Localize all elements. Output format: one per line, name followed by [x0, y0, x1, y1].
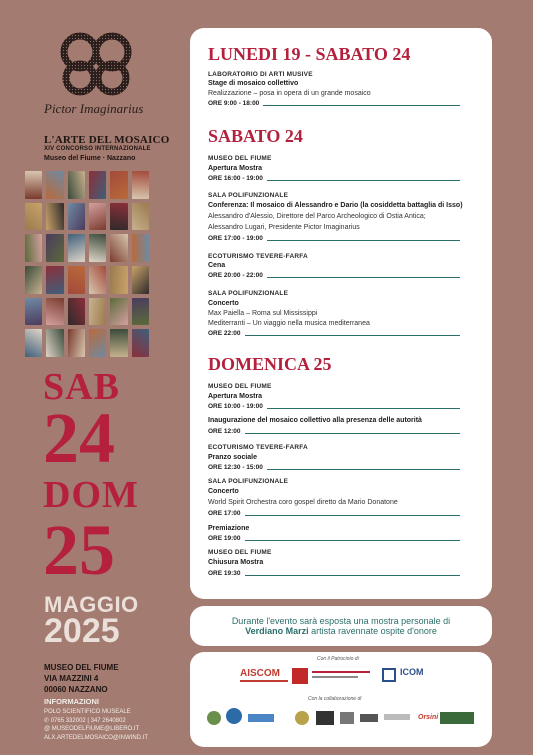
- mosaic-thumbnail: [68, 171, 85, 199]
- event-desc: World Spirit Orchestra coro gospel diretto da Mario Donatone: [208, 499, 398, 506]
- artist-name: Verdiano Marzi: [245, 626, 309, 636]
- mosaic-thumbnail: [68, 203, 85, 231]
- event-title: Conferenza: Il mosaico di Alessandro e Dario (la cosiddetta battaglia di Isso): [208, 202, 463, 209]
- venue-line: 00060 NAZZANO: [44, 685, 108, 694]
- event-time: ORE 9:00 - 18:00: [208, 100, 460, 107]
- mosaic-thumbnail: [132, 266, 149, 294]
- mosaic-thumbnail: [25, 234, 42, 262]
- event-desc: Mediterranti – Un viaggio nella musica mediterranea: [208, 320, 370, 327]
- at-icon: @: [44, 726, 52, 732]
- program-card: [190, 28, 492, 599]
- date-day1: SAB: [43, 366, 120, 408]
- mosaic-thumbnail: [110, 234, 127, 262]
- mosaic-knot-logo: [44, 28, 148, 100]
- event-title: Stage di mosaico collettivo: [208, 80, 299, 87]
- mosaic-thumbnail: [89, 203, 106, 231]
- date-num2: 25: [43, 510, 115, 590]
- event-location: MUSEO DEL FIUME: [208, 383, 272, 390]
- mosaic-thumbnail: [132, 298, 149, 326]
- phone-icon: ✆: [44, 717, 51, 724]
- event-desc: Alessandro d'Alessio, Direttore del Parco Archeologico di Ostia Antica;: [208, 213, 426, 220]
- event-title: Apertura Mostra: [208, 165, 263, 172]
- info-block: [44, 708, 148, 742]
- day-heading-3: DOMENICA 25: [208, 354, 332, 374]
- event-title: Pranzo sociale: [208, 454, 258, 461]
- event-place: Museo del Fiume · Nazzano: [44, 155, 136, 162]
- mosaic-thumbnail: [25, 171, 42, 199]
- mosaic-thumbnail: [46, 329, 63, 357]
- patrocinio-label: Con il Patrocinio di: [317, 656, 359, 662]
- day-heading-2: SABATO 24: [208, 126, 303, 146]
- mosaic-thumbnail: [89, 329, 106, 357]
- aiscom-underline: [240, 680, 288, 684]
- mosaic-thumbnail: [46, 266, 63, 294]
- event-desc: Max Paiella – Roma sul Mississippi: [208, 310, 318, 317]
- mosaic-thumbnail: [132, 234, 149, 262]
- mosaic-thumbnail-grid: [25, 171, 149, 357]
- brand-name: Pictor Imaginarius: [44, 101, 144, 116]
- event-location: LABORATORIO DI ARTI MUSIVE: [208, 71, 313, 78]
- event-title: Inaugurazione del mosaico collettivo alla presenza delle autorità: [208, 417, 422, 424]
- orsini-logo: Orsini: [418, 714, 439, 721]
- riserva-naturale-logo: [292, 666, 372, 688]
- mosaic-thumbnail: [110, 171, 127, 199]
- event-location: SALA POLIFUNZIONALE: [208, 478, 289, 485]
- mosaic-thumbnail: [110, 298, 127, 326]
- info-heading: INFORMAZIONI: [44, 697, 99, 706]
- icom-emblem-icon: [382, 668, 396, 682]
- event-location: SALA POLIFUNZIONALE: [208, 192, 289, 199]
- event-location: MUSEO DEL FIUME: [208, 549, 272, 556]
- mosaic-thumbnail: [110, 203, 127, 231]
- mosaic-thumbnail: [132, 203, 149, 231]
- info-phone: 0765 332002 | 347 2640802: [50, 717, 126, 724]
- mosaic-thumbnail: [132, 171, 149, 199]
- mosaic-thumbnail: [46, 171, 63, 199]
- date-year: 2025: [44, 612, 120, 650]
- icom-logo: ICOM: [400, 667, 424, 677]
- event-title: L'ARTE DEL MOSAICO: [44, 134, 170, 146]
- mosaic-thumbnail: [110, 329, 127, 357]
- partners-card: [190, 652, 492, 747]
- date-num1: 24: [43, 398, 115, 478]
- mosaic-thumbnail: [68, 234, 85, 262]
- mosaic-thumbnail: [89, 266, 106, 294]
- date-day2: DOM: [43, 474, 139, 516]
- day-heading-1: LUNEDI 19 - SABATO 24: [208, 44, 411, 64]
- mosaic-thumbnail: [46, 234, 63, 262]
- event-title: Concerto: [208, 300, 239, 307]
- mosaic-thumbnail: [68, 266, 85, 294]
- event-time: ORE 17:00: [208, 510, 460, 517]
- mosaic-thumbnail: [46, 298, 63, 326]
- event-title: Apertura Mostra: [208, 393, 263, 400]
- event-time: ORE 12:30 - 15:00: [208, 464, 460, 471]
- date-month: MAGGIO: [44, 592, 139, 617]
- event-time: ORE 19:00: [208, 535, 460, 542]
- mosaic-thumbnail: [25, 298, 42, 326]
- mosaic-thumbnail: [89, 234, 106, 262]
- mosaic-thumbnail: [68, 329, 85, 357]
- partner-logos-row: [204, 706, 484, 732]
- mosaic-thumbnail: [89, 298, 106, 326]
- info-org: POLO SCIENTIFICO MUSEALE: [44, 709, 131, 715]
- event-time: ORE 19:30: [208, 570, 460, 577]
- venue-address: [44, 662, 119, 695]
- event-time: ORE 17:00 - 19:00: [208, 235, 460, 242]
- event-location: SALA POLIFUNZIONALE: [208, 290, 289, 297]
- mosaic-thumbnail: [46, 203, 63, 231]
- event-desc: Alessandro Lugari, Presidente Pictor Imaginarius: [208, 224, 360, 231]
- event-title: Premiazione: [208, 525, 250, 532]
- event-time: ORE 12:00: [208, 428, 460, 435]
- venue-line: VIA MAZZINI 4: [44, 674, 99, 683]
- collaborazione-label: Con la collaborazione di: [308, 696, 362, 702]
- event-location: MUSEO DEL FIUME: [208, 155, 272, 162]
- event-time: ORE 22:00: [208, 330, 460, 337]
- notice-line1: Durante l'evento sarà esposta una mostra personale di: [231, 616, 451, 626]
- notice-line2: [245, 626, 437, 636]
- info-email2[interactable]: ALX.ARTEDELMOSAICO@INWIND.IT: [44, 734, 148, 741]
- mosaic-thumbnail: [89, 171, 106, 199]
- aiscom-logo: AISCOM: [240, 668, 280, 679]
- mosaic-thumbnail: [25, 266, 42, 294]
- event-location: ECOTURISMO TEVERE-FARFA: [208, 253, 308, 260]
- event-subtitle: XIV CONCORSO INTERNAZIONALE: [44, 146, 151, 152]
- event-desc: Realizzazione – posa in opera di un grande mosaico: [208, 90, 371, 97]
- exhibition-notice: [190, 606, 492, 646]
- mosaic-thumbnail: [132, 329, 149, 357]
- event-title: Concerto: [208, 488, 239, 495]
- left-panel: [0, 0, 185, 755]
- info-email1[interactable]: MUSEODELFIUME@LIBERO.IT: [51, 726, 140, 732]
- mosaic-thumbnail: [110, 266, 127, 294]
- mosaic-thumbnail: [68, 298, 85, 326]
- event-time: ORE 20:00 - 22:00: [208, 272, 460, 279]
- mosaic-thumbnail: [25, 329, 42, 357]
- event-time: ORE 16:00 - 19:00: [208, 175, 460, 182]
- event-time: ORE 10:00 - 19:00: [208, 403, 460, 410]
- event-title: Chiusura Mostra: [208, 559, 264, 566]
- mosaic-thumbnail: [25, 203, 42, 231]
- event-location: ECOTURISMO TEVERE-FARFA: [208, 444, 308, 451]
- event-title: Cena: [208, 262, 226, 269]
- notice-rest: artista ravennate ospite d'onore: [308, 626, 437, 636]
- venue-line: MUSEO DEL FIUME: [44, 663, 119, 672]
